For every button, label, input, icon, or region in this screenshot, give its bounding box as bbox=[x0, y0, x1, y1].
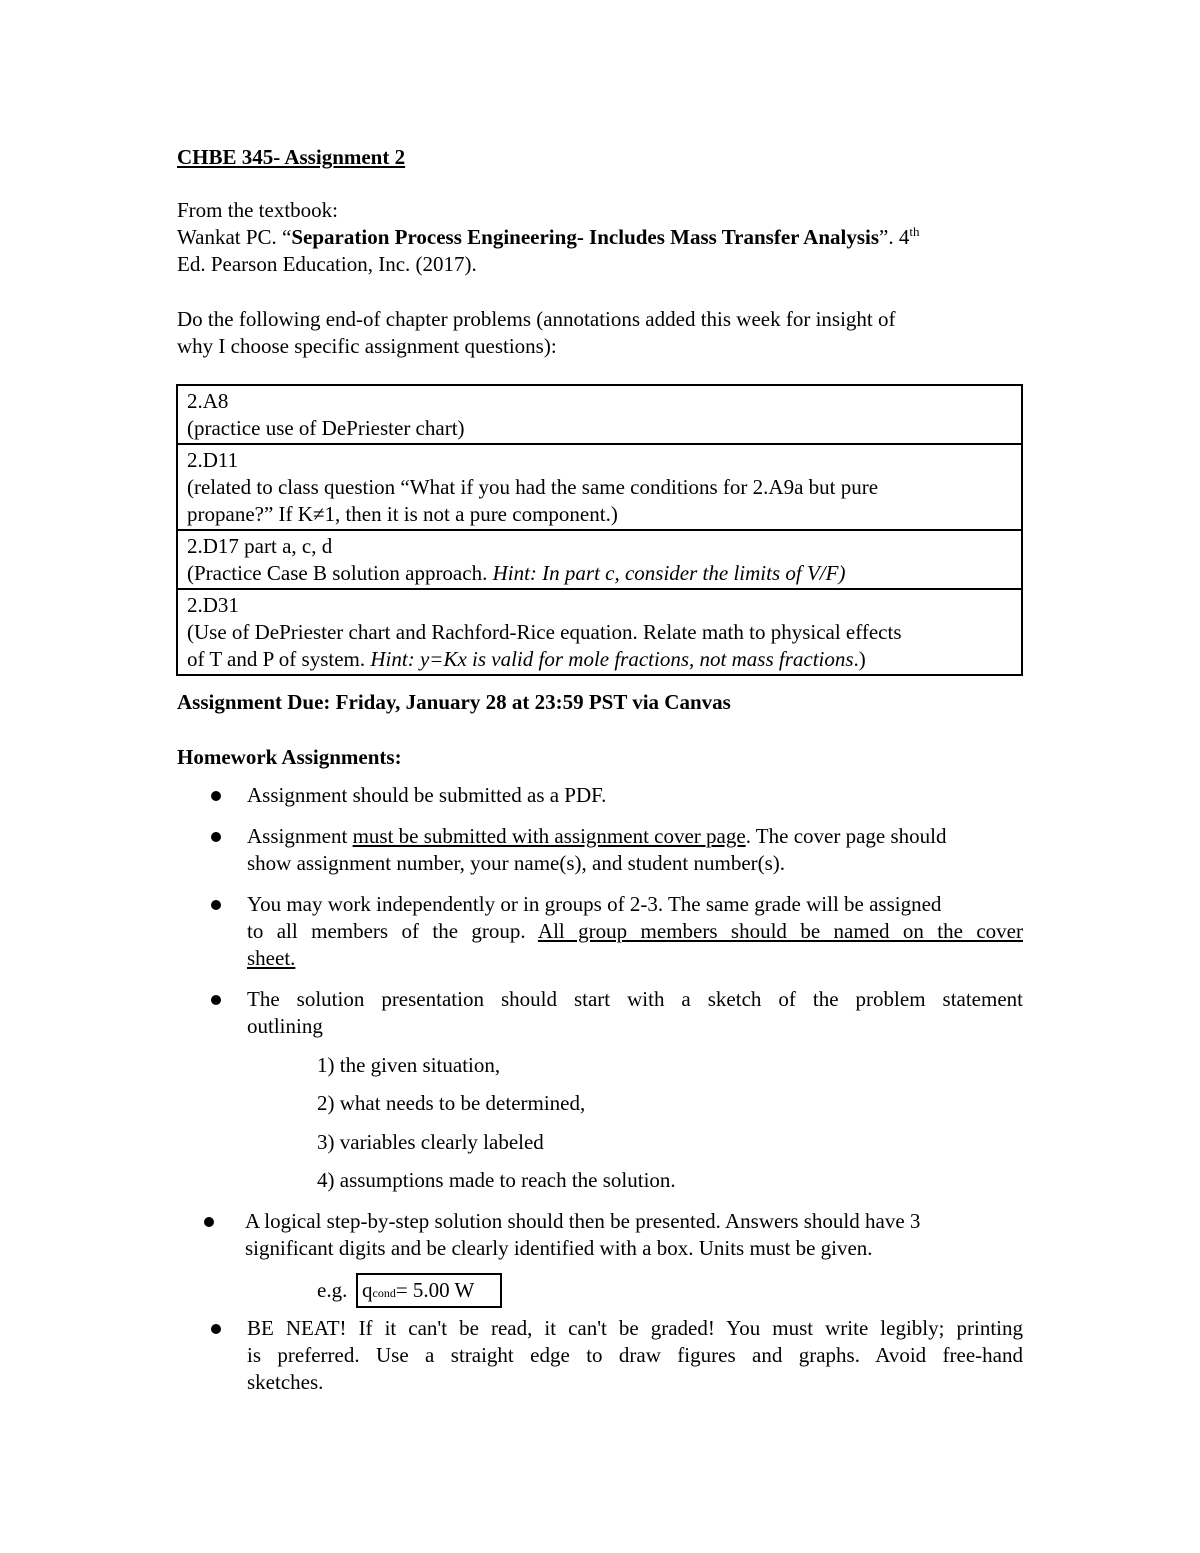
example-label: e.g. bbox=[317, 1278, 348, 1302]
document-title: CHBE 345- Assignment 2 bbox=[177, 145, 406, 169]
bullet-text: outlining bbox=[247, 1014, 323, 1038]
problem-id: 2.A8 bbox=[187, 389, 229, 413]
problem-row bbox=[177, 444, 1022, 530]
citation-edition-sup: th bbox=[909, 224, 920, 239]
bullet-text: significant digits and be clearly identified with a box. Units must be given. bbox=[245, 1236, 873, 1260]
bullet-text-part: Assignment bbox=[247, 824, 353, 848]
bullet-icon bbox=[211, 1324, 221, 1334]
problem-note bbox=[187, 646, 1012, 673]
bullet-text: sketches. bbox=[247, 1370, 324, 1394]
instructions bbox=[177, 306, 1037, 360]
bullet-text: BE NEAT! If it can't be read, it can't be graded! You must write legibly; printing bbox=[247, 1316, 1023, 1340]
step-item: 1) the given situation, bbox=[317, 1053, 501, 1077]
bullet-text: show assignment number, your name(s), and student number(s). bbox=[247, 851, 786, 875]
bullet-text bbox=[247, 918, 1023, 945]
bullet-text-underlined: sheet. bbox=[247, 946, 296, 970]
example-value: = 5.00 W bbox=[395, 1278, 475, 1302]
due-date: Assignment Due: Friday, January 28 at 23:59 PST via Canvas bbox=[177, 690, 731, 714]
bullet-icon bbox=[211, 900, 221, 910]
hint-label: Hint: bbox=[370, 647, 415, 671]
step-item: 2) what needs to be determined, bbox=[317, 1091, 586, 1115]
example-symbol: q bbox=[362, 1278, 373, 1302]
hint-text: In part c, consider the limits of V/F) bbox=[536, 561, 846, 585]
bullet-text: Assignment should be submitted as a PDF. bbox=[247, 783, 607, 807]
problem-row bbox=[177, 530, 1022, 589]
bullet-text-underlined: All group members should be named on the cover bbox=[537, 919, 1023, 943]
bullet-icon bbox=[211, 832, 221, 842]
problem-note: (practice use of DePriester chart) bbox=[187, 416, 465, 440]
textbook-citation-line2: Ed. Pearson Education, Inc. (2017). bbox=[177, 252, 477, 276]
bullet-text-part: to all members of the group. bbox=[247, 919, 538, 943]
textbook-citation-line1 bbox=[177, 224, 1037, 251]
bullet-text-underlined: must be submitted with assignment cover page bbox=[352, 824, 746, 848]
bullet-text bbox=[247, 823, 1023, 850]
step-item: 3) variables clearly labeled bbox=[317, 1130, 544, 1154]
bullet-text-part: . The cover page should bbox=[745, 824, 947, 848]
problem-cell bbox=[177, 385, 1022, 444]
problem-note-text: (Practice Case B solution approach. bbox=[187, 561, 493, 585]
bullet-text: is preferred. Use a straight edge to draw figures and graphs. Avoid free-hand bbox=[247, 1343, 1023, 1367]
instructions-line2: why I choose specific assignment questions): bbox=[177, 334, 557, 358]
problem-cell bbox=[177, 589, 1022, 675]
problem-row bbox=[177, 385, 1022, 444]
hint-label: Hint: bbox=[492, 561, 537, 585]
problem-id: 2.D31 bbox=[187, 593, 239, 617]
homework-heading: Homework Assignments: bbox=[177, 745, 402, 769]
example-answer-box bbox=[356, 1273, 502, 1308]
problem-id: 2.D17 part a, c, d bbox=[187, 534, 333, 558]
bullet-item-pdf bbox=[247, 782, 1023, 809]
problem-note bbox=[187, 560, 1012, 587]
bullet-item-neatness bbox=[247, 1315, 1023, 1396]
bullet-item-presentation bbox=[247, 986, 1023, 1040]
problems-table bbox=[176, 384, 1023, 676]
textbook-intro: From the textbook: bbox=[177, 198, 338, 222]
problem-id: 2.D11 bbox=[187, 448, 239, 472]
problem-note-text: of T and P of system. bbox=[187, 647, 371, 671]
textbook-reference bbox=[177, 197, 1037, 278]
problem-row bbox=[177, 589, 1022, 675]
bullet-text: The solution presentation should start with a sketch of the problem statement bbox=[247, 987, 1023, 1011]
bullet-item-cover-page bbox=[247, 823, 1023, 877]
example-subscript: cond bbox=[372, 1286, 396, 1300]
problem-cell bbox=[177, 444, 1022, 530]
problem-note: (Use of DePriester chart and Rachford-Rice equation. Relate math to physical effects bbox=[187, 620, 902, 644]
bullet-item-groups bbox=[247, 891, 1023, 972]
bullet-item-solution bbox=[245, 1208, 1021, 1262]
bullet-text: You may work independently or in groups of 2-3. The same grade will be assigned bbox=[247, 892, 942, 916]
citation-edition: ”. 4 bbox=[879, 225, 910, 249]
bullet-icon bbox=[204, 1217, 214, 1227]
instructions-line1: Do the following end-of chapter problems (annotations added this week for insight of bbox=[177, 307, 896, 331]
citation-book-title: Separation Process Engineering- Includes Mass Transfer Analysis bbox=[291, 225, 880, 249]
step-item: 4) assumptions made to reach the solution. bbox=[317, 1168, 676, 1192]
bullet-icon bbox=[211, 995, 221, 1005]
bullet-icon bbox=[211, 791, 221, 801]
bullet-text: A logical step-by-step solution should then be presented. Answers should have 3 bbox=[245, 1209, 921, 1233]
problem-cell bbox=[177, 530, 1022, 589]
problem-note: propane?” If K≠1, then it is not a pure component.) bbox=[187, 502, 618, 526]
problem-note-end: .) bbox=[853, 647, 866, 671]
citation-author: Wankat PC. “ bbox=[177, 225, 292, 249]
problem-note: (related to class question “What if you had the same conditions for 2.A9a but pure bbox=[187, 475, 879, 499]
hint-text: y=Kx is valid for mole fractions, not mass fractions bbox=[414, 647, 854, 671]
